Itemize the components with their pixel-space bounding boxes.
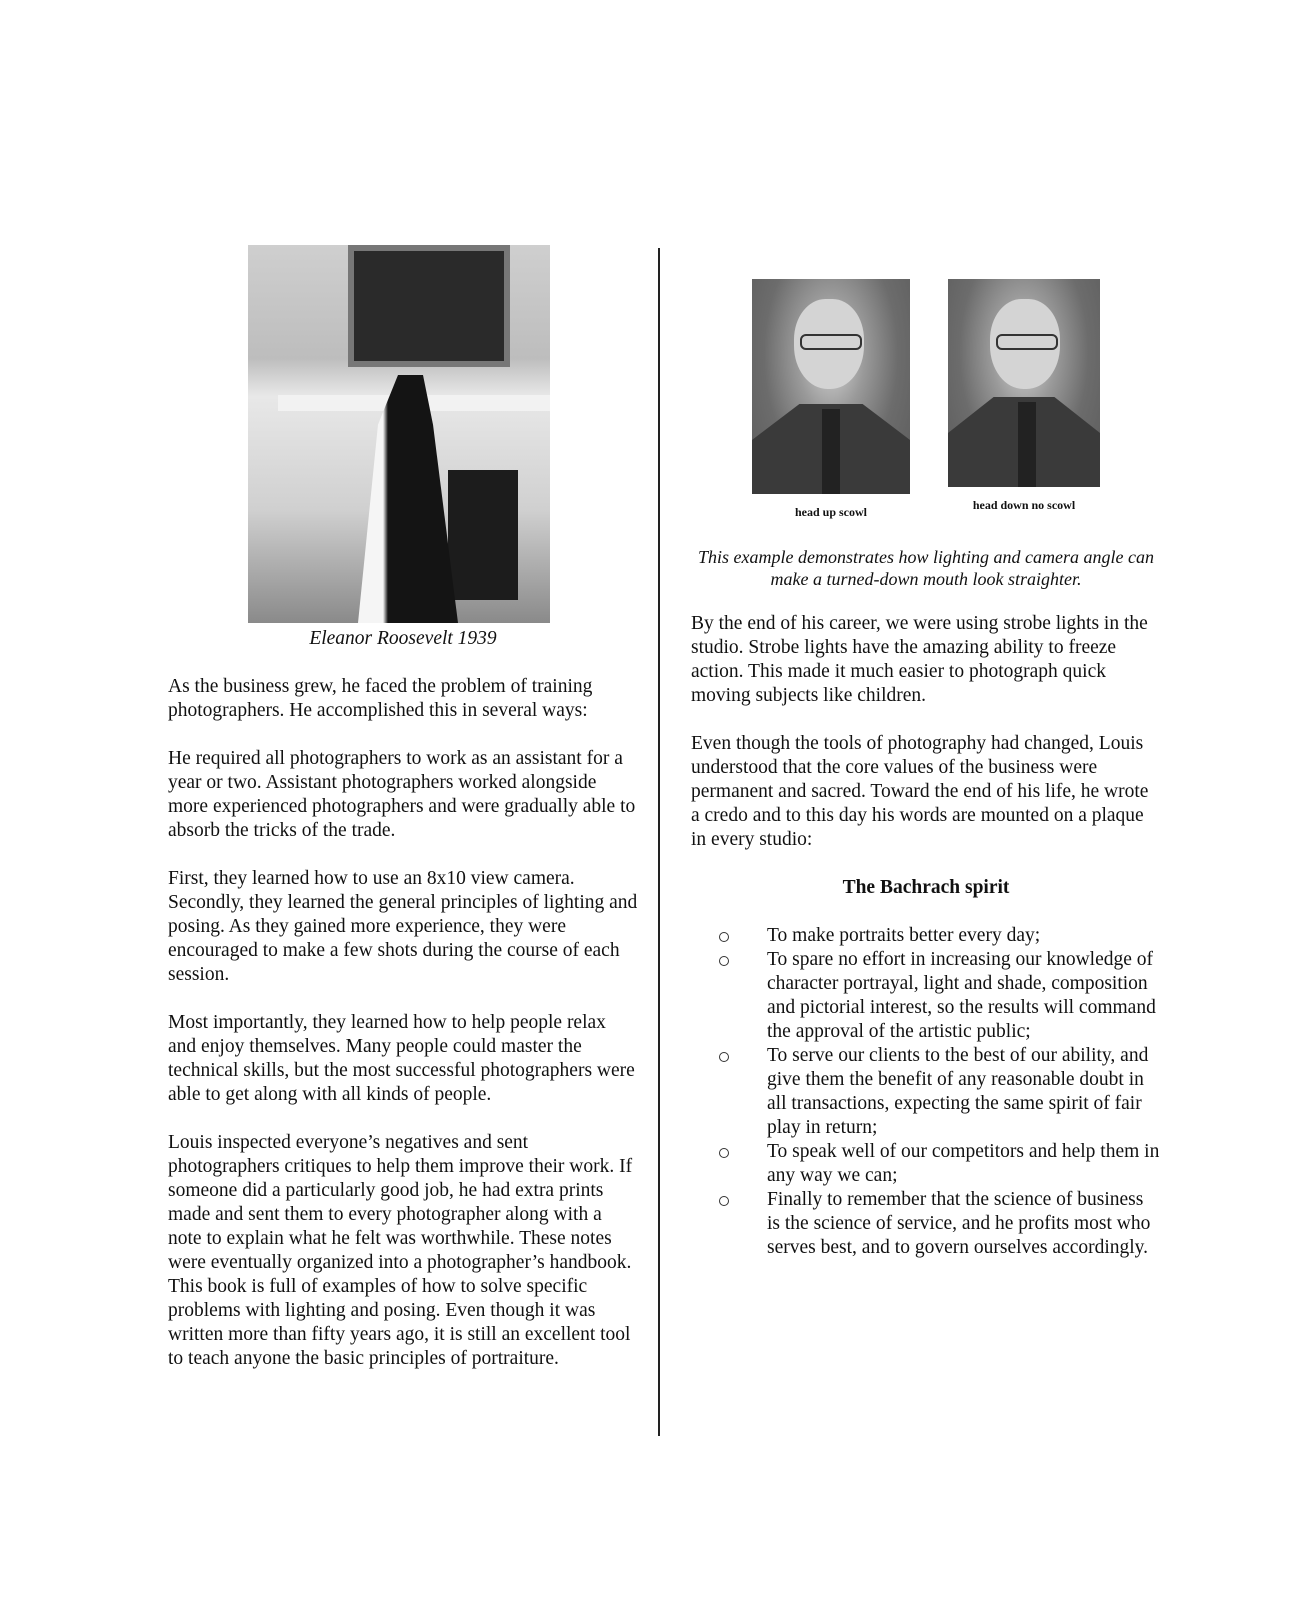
photo-label: head up scowl — [794, 505, 868, 519]
paragraph: First, they learned how to use an 8x10 view camera. Secondly, they learned the general principles of lighting and posing. As they gained more experience, they were encouraged to make a few shots during the course of each session. — [168, 868, 638, 985]
painting-frame — [348, 245, 510, 367]
column-divider — [658, 248, 660, 1436]
credo-item-text: To serve our clients to the best of our ability, and give them the benefit of any reasonable doubt in all transactions, expecting the same spirit of fair play in return; — [767, 1045, 1149, 1138]
circle-bullet-icon — [719, 1052, 729, 1062]
circle-bullet-icon — [719, 932, 729, 942]
circle-bullet-icon — [719, 1196, 729, 1206]
eleanor-photo-caption: Eleanor Roosevelt 1939 — [309, 628, 497, 649]
circle-bullet-icon — [719, 956, 729, 966]
paragraph: By the end of his career, we were using strobe lights in the studio. Strobe lights have the amazing ability to freeze action. This made it much easier to photograph quick moving subjects like children. — [691, 613, 1148, 706]
portrait-photo-head-up — [752, 279, 910, 494]
paragraph: Even though the tools of photography had changed, Louis understood that the core values of the business were permanent and sacred. Toward the end of his life, he wrote a credo and to this day his words are mounted on a plaque in every studio: — [691, 733, 1149, 850]
paragraph: Louis inspected everyone’s negatives and sent photographers critiques to help them improve their work. If someone did a particularly good job, he had extra prints made and sent them to every photographer along with a note to explain what he felt was worthwhile. These notes were eventually organized into a photographer’s handbook. This book is full of examples of how to solve specific problems with lighting and posing. Even though it was written more than fifty years ago, it is still an excellent tool to teach anyone the basic principles of portraiture. — [168, 1132, 633, 1369]
portrait-photo-head-down — [948, 279, 1100, 487]
credo-heading: The Bachrach spirit — [842, 877, 1010, 898]
credo-item-text: To spare no effort in increasing our knowledge of character portrayal, light and shade, composition and pictorial interest, so the results will command the approval of the artistic public; — [767, 949, 1156, 1042]
credo-list — [691, 924, 1161, 1260]
credo-item — [691, 1140, 1161, 1188]
photo-head-down — [948, 279, 1100, 524]
credo-item — [691, 924, 1161, 948]
comparison-caption: This example demonstrates how lighting and camera angle can make a turned-down mouth look straighter. — [698, 547, 1154, 589]
credo-item-text: Finally to remember that the science of business is the science of service, and he profits most who serves best, and to govern ourselves accordingly. — [767, 1189, 1151, 1258]
paragraph: As the business grew, he faced the problem of training photographers. He accomplished this in several ways: — [168, 676, 593, 721]
figure — [358, 375, 458, 623]
fireplace — [448, 470, 518, 600]
circle-bullet-icon — [719, 1148, 729, 1158]
credo-item — [691, 948, 1161, 1044]
photo-head-up — [752, 279, 910, 524]
credo-item — [691, 1188, 1161, 1260]
credo-item-text: To speak well of our competitors and help them in any way we can; — [767, 1141, 1160, 1186]
right-column — [691, 245, 1161, 1260]
paragraph: Most importantly, they learned how to help people relax and enjoy themselves. Many people could master the technical skills, but the most successful photographers were able to get along with all kinds of people. — [168, 1012, 635, 1105]
photo-label: head down no scowl — [972, 498, 1076, 512]
credo-item-text: To make portraits better every day; — [767, 925, 1041, 946]
left-column — [168, 245, 638, 1395]
eleanor-roosevelt-photo — [248, 245, 550, 623]
credo-item — [691, 1044, 1161, 1140]
paragraph: He required all photographers to work as an assistant for a year or two. Assistant photographers worked alongside more experienced photographers and were gradually able to absorb the tricks of the trade. — [168, 748, 636, 841]
comparison-photos — [691, 279, 1161, 524]
